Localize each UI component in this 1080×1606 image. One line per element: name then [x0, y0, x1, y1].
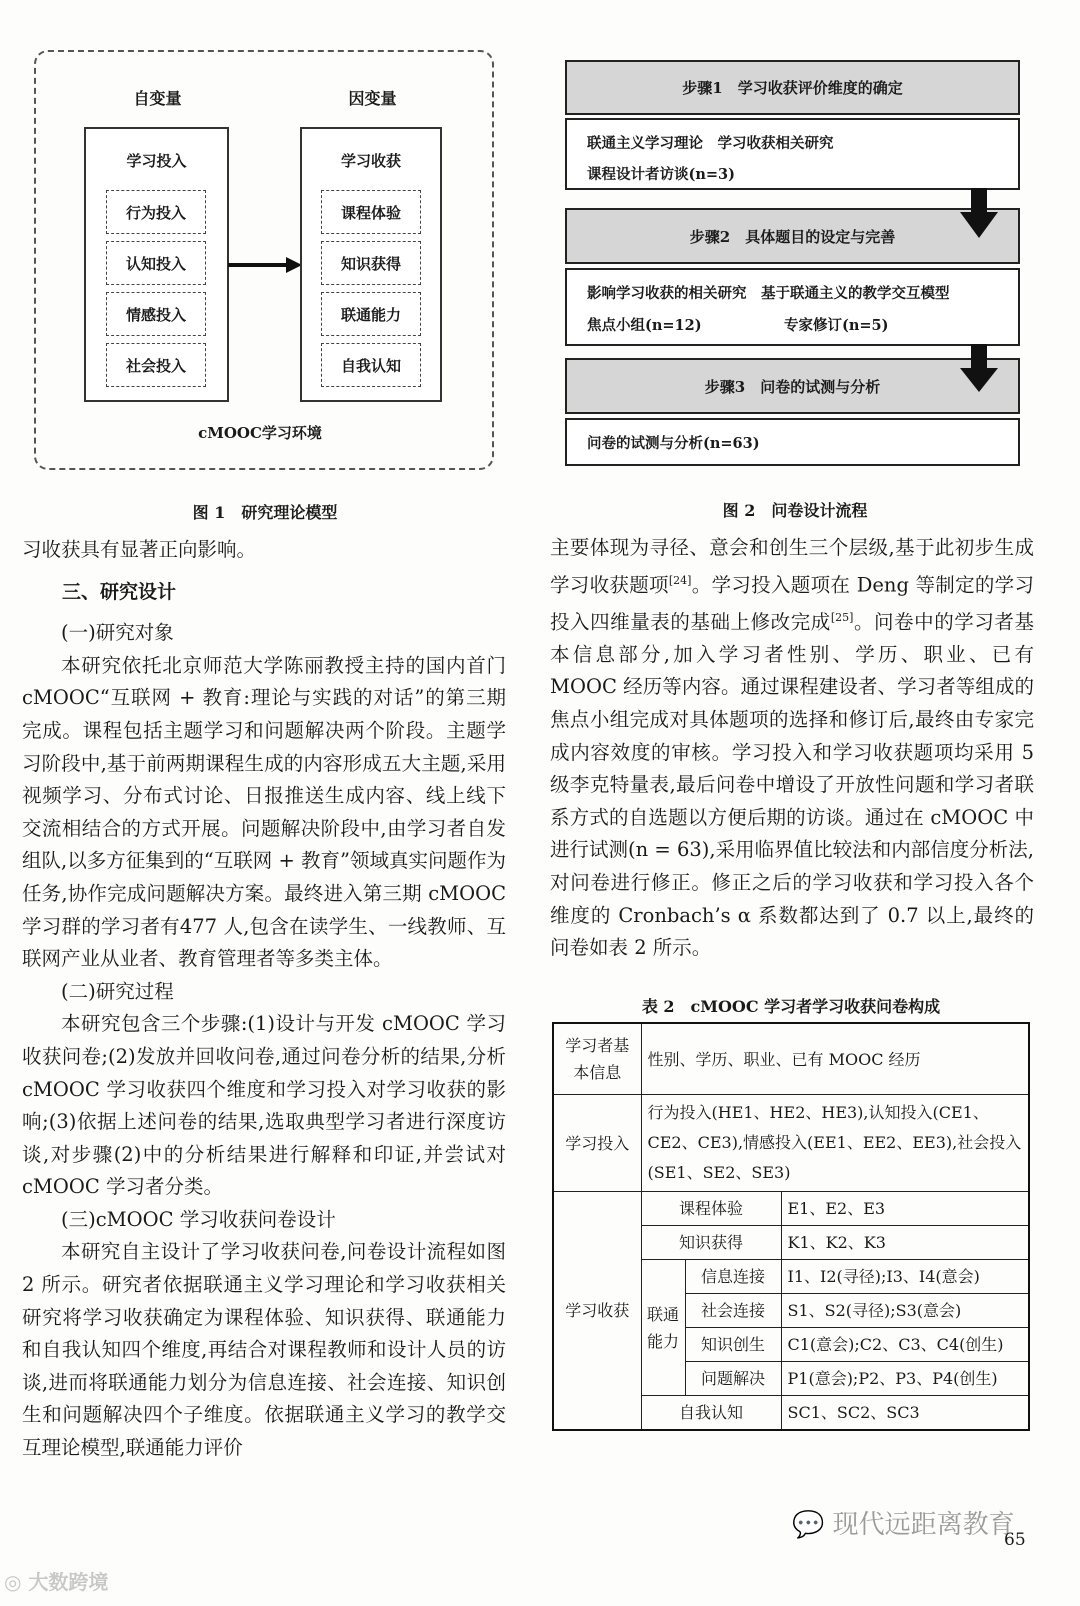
table-cell: E1、E2、E3: [781, 1192, 1029, 1226]
left-column: [22, 534, 506, 1465]
table-row: [553, 1023, 1029, 1095]
table-cell: 联通能力: [641, 1260, 685, 1396]
step3-content: [565, 418, 1020, 466]
table-cell: 自我认知: [641, 1396, 781, 1431]
step2-title: 步骤2 具体题目的设定与完善: [565, 208, 1020, 264]
subsection-heading: (二)研究过程: [61, 979, 174, 1003]
table-cell: K1、K2、K3: [781, 1226, 1029, 1260]
cmooc-environment-label: cMOOC学习环境: [198, 424, 322, 442]
table-2-caption: 表 2 cMOOC 学习者学习收获问卷构成: [641, 997, 941, 1016]
watermark-right-text: 现代远距离教育: [832, 1510, 1015, 1540]
section-heading: 三、研究设计: [62, 580, 177, 603]
table-row: [553, 1095, 1029, 1192]
step2-line2a: 焦点小组(n=12): [587, 317, 702, 334]
watermark-logo-icon: ◎: [4, 1570, 29, 1594]
course-experience-node: 课程体验: [321, 190, 421, 234]
step1-line2: 课程设计者访谈(n=3): [587, 166, 736, 183]
table-cell: 知识创生: [685, 1328, 781, 1362]
table-cell: SC1、SC2、SC3: [781, 1396, 1029, 1431]
text-run: 主要体现为寻径、意会和创生三个层级,基于此初步生成学习收获题项: [550, 536, 1034, 597]
table-cell: 学习投入: [553, 1095, 641, 1192]
paragraph: 本研究自主设计了学习收获问卷,问卷设计流程如图 2 所示。研究者依据联通主义学习理论和学习收获相关研究将学习收获确定为课程体验、知识获得、联通能力和自我认知四个维度,再结合对课程教师和设计人员的访谈,进而将联通能力划分为信息连接、社会连接、知识创生和问题解决四个子维度。依据联通主义学习的教学交互理论模型,联通能力评价: [22, 1240, 506, 1460]
paragraph: 本研究依托北京师范大学陈丽教授主持的国内首门 cMOOC“互联网 + 教育:理论与实践的对话”的第三期完成。课程包括主题学习和问题解决两个阶段。主题学习阶段中,基于前两期课程生成的内容形成五大主题,采用视频学习、分布式讨论、日报推送生成内容、线上线下交流相结合的方式开展。问题解决阶段中,由学习者自发组队,以多方征集到的“互联网 + 教育”领域真实问题作为任务,协作完成问题解决方案。最终进入第三期 cMOOC 学习群的学习者有477 人,包含在读学生、一线教师、互联网产业从业者、教育管理者等多类主体。: [22, 653, 506, 971]
table-cell: 问题解决: [685, 1362, 781, 1396]
figure-1-caption: 图 1 研究理论模型: [192, 503, 338, 522]
step3-title: 步骤3 问卷的试测与分析: [565, 358, 1020, 414]
cognitive-engagement-node: 认知投入: [106, 241, 206, 285]
wechat-icon: 💬: [792, 1510, 833, 1540]
arrow-down-icon: [960, 188, 998, 240]
arrow-right-icon: [228, 254, 302, 276]
self-cognition-node: 自我认知: [321, 343, 421, 387]
table-cell: 性别、学历、职业、已有 MOOC 经历: [641, 1023, 1029, 1095]
page-number: 65: [1004, 1530, 1026, 1550]
table-row: [553, 1192, 1029, 1226]
subsection-heading: (三)cMOOC 学习收获问卷设计: [61, 1207, 336, 1231]
table-cell: 课程体验: [641, 1192, 781, 1226]
step1-content: [565, 118, 1020, 190]
right-column: [550, 532, 1034, 965]
watermark-left-text: 大数跨境: [28, 1570, 109, 1594]
engagement-title: 学习投入: [126, 152, 187, 170]
knowledge-acquisition-node: 知识获得: [321, 241, 421, 285]
table-2: [552, 1022, 1030, 1431]
text-run: 。学习投入题项在 Deng 等制定的学习投入四维量表的基础上修改完成: [550, 573, 1034, 634]
figure-2-caption: 图 2 问卷设计流程: [722, 501, 868, 520]
table-cell: S1、S2(寻径);S3(意会): [781, 1294, 1029, 1328]
table-cell: C1(意会);C2、C3、C4(创生): [781, 1328, 1029, 1362]
table-cell: 学习收获: [553, 1192, 641, 1431]
social-engagement-node: 社会投入: [106, 343, 206, 387]
table-cell: I1、I2(寻径);I3、I4(意会): [781, 1260, 1029, 1294]
dependent-variable-label: 因变量: [348, 89, 397, 108]
table-cell: P1(意会);P2、P3、P4(创生): [781, 1362, 1029, 1396]
citation: [25]: [830, 610, 854, 624]
connective-ability-node: 联通能力: [321, 292, 421, 336]
text-run: 。问卷中的学习者基本信息部分,加入学习者性别、学历、职业、已有 MOOC 经历等内容。通过课程建设者、学习者等组成的焦点小组完成对具体题项的选择和修订后,最终由专家完成内容效度的审核。学习投入和学习收获题项均采用 5 级李克特量表,最后问卷中增设了开放性问题和学习者联系方式的自选题以方便后期的访谈。通过在 cMOOC 中进行试测(n = 63),采用临界值比较法和内部信度分析法,对问卷进行修正。修正之后的学习收获和学习投入各个维度的 Cronbach’s α 系数都达到了 0.7 以上,最终的问卷如表 2 所示。: [550, 610, 1034, 960]
table-cell: 知识获得: [641, 1226, 781, 1260]
table-cell: 行为投入(HE1、HE2、HE3),认知投入(CE1、CE2、CE3),情感投入(EE1、EE2、EE3),社会投入(SE1、SE2、SE3): [641, 1095, 1029, 1192]
table-cell: 信息连接: [685, 1260, 781, 1294]
paragraph: 本研究包含三个步骤:(1)设计与开发 cMOOC 学习收获问卷;(2)发放并回收问卷,通过问卷分析的结果,分析 cMOOC 学习收获四个维度和学习投入对学习收获的影响;(3)依据上述问卷的结果,选取典型学习者进行深度访谈,对步骤(2)中的分析结果进行解释和印证,并尝试对 cMOOC 学习者分类。: [22, 1012, 506, 1199]
step3-line1: 问卷的试测与分析(n=63): [587, 435, 760, 452]
step2-content: [565, 268, 1020, 346]
step1-line1: 联通主义学习理论 学习收获相关研究: [587, 135, 834, 152]
watermark-left: [4, 1566, 108, 1595]
paragraph: [550, 532, 1034, 965]
paragraph: 习收获具有显著正向影响。: [22, 538, 257, 561]
step2-line1: 影响学习收获的相关研究 基于联通主义的教学交互模型: [587, 285, 950, 302]
table-cell: 社会连接: [685, 1294, 781, 1328]
step1-title: 步骤1 学习收获评价维度的确定: [565, 60, 1020, 115]
learning-gain-title: 学习收获: [340, 152, 401, 170]
independent-variable-label: 自变量: [133, 89, 182, 108]
citation: [24]: [668, 573, 692, 587]
arrow-down-icon: [960, 344, 998, 394]
emotional-engagement-node: 情感投入: [106, 292, 206, 336]
subsection-heading: (一)研究对象: [61, 621, 174, 645]
table-cell: 学习者基本信息: [553, 1023, 641, 1095]
behavior-engagement-node: 行为投入: [106, 190, 206, 234]
watermark-right: [792, 1504, 1015, 1541]
step2-line2b: 专家修订(n=5): [784, 317, 889, 334]
